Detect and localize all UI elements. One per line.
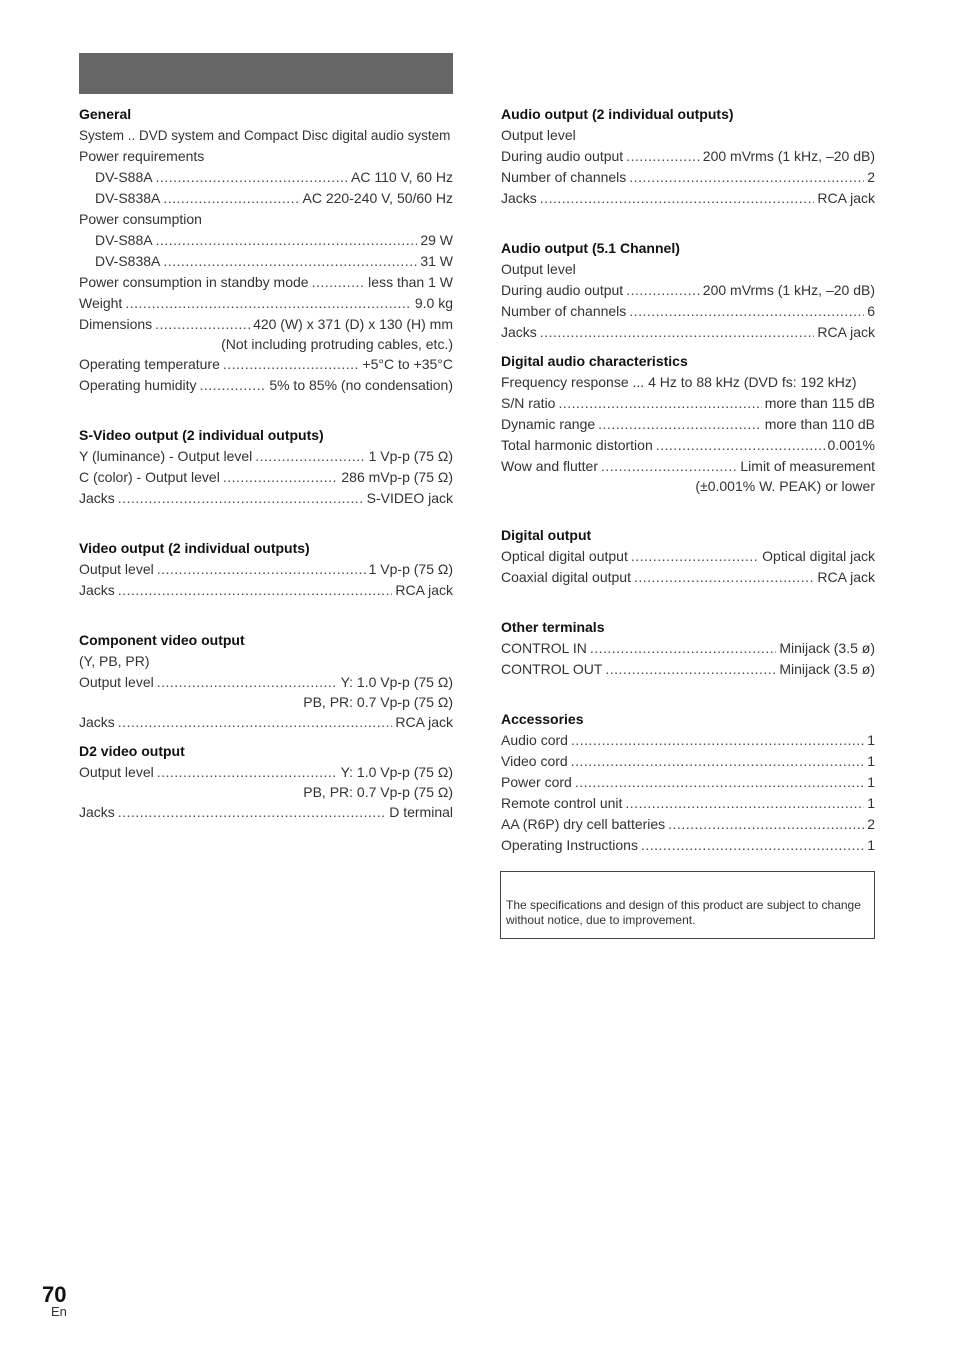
component-section xyxy=(79,630,453,733)
spec-value: AC 110 V, 60 Hz xyxy=(351,169,453,185)
spec-value: Minijack (3.5 ø) xyxy=(779,640,875,656)
spec-value: Minijack (3.5 ø) xyxy=(779,661,875,677)
spec-value: 1 Vp-p (75 Ω) xyxy=(368,448,453,464)
spec-value: 1 xyxy=(867,837,875,853)
spec-value: 2 xyxy=(867,169,875,185)
spec-value: D terminal xyxy=(389,804,453,820)
spec-row xyxy=(501,322,875,343)
spec-key: Operating temperature xyxy=(79,356,220,372)
spec-value: 1 xyxy=(867,753,875,769)
spec-key: DV-S88A xyxy=(95,169,153,185)
section-heading: Audio output (2 individual outputs) xyxy=(501,106,734,122)
section-heading: Accessories xyxy=(501,711,584,727)
spec-row xyxy=(79,446,453,467)
spec-key: Output level xyxy=(79,764,154,780)
spec-key: DV-S838A xyxy=(95,190,161,206)
spec-key: During audio output xyxy=(501,282,624,298)
spec-key: Remote control unit xyxy=(501,795,623,811)
spec-value: 6 xyxy=(867,303,875,319)
spec-row xyxy=(501,730,875,751)
spec-value: less than 1 W xyxy=(368,274,453,290)
section-heading: Audio output (5.1 Channel) xyxy=(501,240,680,256)
spec-key: Optical digital output xyxy=(501,548,628,564)
spec-value: 5% to 85% (no condensation) xyxy=(269,377,453,393)
spec-key: Power consumption in standby mode xyxy=(79,274,309,290)
spec-row xyxy=(501,567,875,588)
spec-value: 286 mVp-p (75 Ω) xyxy=(341,469,453,485)
section-heading: General xyxy=(79,106,132,122)
spec-row xyxy=(79,712,453,733)
spec-value: Optical digital jack xyxy=(762,548,875,564)
spec-row xyxy=(79,762,453,783)
spec-key: Video cord xyxy=(501,753,568,769)
spec-key: Power cord xyxy=(501,774,572,790)
spec-row xyxy=(79,802,453,823)
accessories-section xyxy=(501,709,875,856)
page-number: 70 xyxy=(42,1282,67,1307)
spec-row xyxy=(501,638,875,659)
spec-value: 200 mVrms (1 kHz, –20 dB) xyxy=(702,282,875,298)
spec-value: Y: 1.0 Vp-p (75 Ω) xyxy=(340,764,453,780)
spec-row xyxy=(501,814,875,835)
digital-output-section xyxy=(501,525,875,588)
d2-section xyxy=(79,741,453,823)
spec-key: Jacks xyxy=(79,804,115,820)
spec-value: Y: 1.0 Vp-p (75 Ω) xyxy=(340,674,453,690)
left-column xyxy=(79,104,453,823)
spec-key: Total harmonic distortion xyxy=(501,437,653,453)
spec-row xyxy=(501,280,875,301)
spec-row xyxy=(79,354,453,375)
spec-note: PB, PR: 0.7 Vp-p (75 Ω) xyxy=(303,694,453,710)
spec-key: Jacks xyxy=(79,582,115,598)
spec-row xyxy=(79,251,453,272)
spec-value: Limit of measurement xyxy=(740,458,875,474)
svideo-section xyxy=(79,425,453,509)
section-heading: D2 video output xyxy=(79,743,185,759)
spec-key: Number of channels xyxy=(501,169,627,185)
spec-label: Output level xyxy=(501,261,576,277)
spec-key: Output level xyxy=(79,674,154,690)
spec-value: +5°C to +35°C xyxy=(362,356,453,372)
audio51-section xyxy=(501,238,875,343)
spec-value: 31 W xyxy=(420,253,453,269)
spec-freq: Frequency response ... 4 Hz to 88 kHz (DVD fs: 192 kHz) xyxy=(501,374,857,390)
spec-row xyxy=(501,393,875,414)
spec-key: CONTROL OUT xyxy=(501,661,603,677)
spec-row xyxy=(79,375,453,396)
spec-key: AA (R6P) dry cell batteries xyxy=(501,816,666,832)
spec-value: RCA jack xyxy=(817,190,875,206)
digital-characteristics-section xyxy=(501,351,875,496)
spec-key: Number of channels xyxy=(501,303,627,319)
spec-row xyxy=(79,467,453,488)
spec-key: During audio output xyxy=(501,148,624,164)
spec-value: 200 mVrms (1 kHz, –20 dB) xyxy=(702,148,875,164)
spec-system: System .. DVD system and Compact Disc digital audio system xyxy=(79,128,451,143)
spec-key: DV-S838A xyxy=(95,253,161,269)
section-heading: Video output (2 individual outputs) xyxy=(79,540,310,556)
spec-row xyxy=(501,414,875,435)
spec-key: CONTROL IN xyxy=(501,640,587,656)
spec-key: Dynamic range xyxy=(501,416,596,432)
spec-row xyxy=(501,456,875,477)
spec-key: Operating humidity xyxy=(79,377,197,393)
spec-note: (Not including protruding cables, etc.) xyxy=(221,336,453,352)
spec-key: C (color) - Output level xyxy=(79,469,220,485)
other-terminals-section xyxy=(501,617,875,680)
spec-key: Coaxial digital output xyxy=(501,569,631,585)
spec-value: RCA jack xyxy=(817,569,875,585)
section-heading: Digital output xyxy=(501,527,592,543)
spec-row xyxy=(501,146,875,167)
spec-row xyxy=(501,751,875,772)
spec-row xyxy=(501,167,875,188)
spec-label: Power requirements xyxy=(79,148,205,164)
spec-label: (Y, PB, PR) xyxy=(79,653,150,669)
spec-note: (±0.001% W. PEAK) or lower xyxy=(695,478,875,494)
section-heading: S-Video output (2 individual outputs) xyxy=(79,427,324,443)
spec-key: Jacks xyxy=(501,324,537,340)
video-section xyxy=(79,538,453,601)
spec-key: Jacks xyxy=(79,490,115,506)
general-section xyxy=(79,104,453,396)
spec-value: 1 Vp-p (75 Ω) xyxy=(368,561,453,577)
spec-key: Jacks xyxy=(501,190,537,206)
spec-row xyxy=(79,293,453,314)
notice-box xyxy=(500,871,875,939)
spec-row xyxy=(501,659,875,680)
spec-key: S/N ratio xyxy=(501,395,556,411)
spec-value: RCA jack xyxy=(395,582,453,598)
spec-value: 1 xyxy=(867,774,875,790)
spec-value: AC 220-240 V, 50/60 Hz xyxy=(302,190,453,206)
spec-value: 420 (W) x 371 (D) x 130 (H) mm xyxy=(253,316,453,332)
spec-value: 29 W xyxy=(420,232,453,248)
spec-row xyxy=(79,580,453,601)
notice-text: The specifications and design of this product are subject to change without notice, due to improvement. xyxy=(506,898,861,927)
spec-note: PB, PR: 0.7 Vp-p (75 Ω) xyxy=(303,784,453,800)
language-label: En xyxy=(51,1304,67,1319)
spec-value: RCA jack xyxy=(395,714,453,730)
spec-row xyxy=(501,835,875,856)
spec-key: Output level xyxy=(79,561,154,577)
spec-row xyxy=(79,188,453,209)
spec-row xyxy=(79,167,453,188)
spec-label: Output level xyxy=(501,127,576,143)
spec-row xyxy=(79,672,453,693)
spec-row xyxy=(501,435,875,456)
spec-value: 2 xyxy=(867,816,875,832)
spec-row xyxy=(501,188,875,209)
spec-row xyxy=(501,772,875,793)
spec-label: Power consumption xyxy=(79,211,202,227)
audio2-section xyxy=(501,104,875,209)
spec-row xyxy=(79,230,453,251)
spec-value: 0.001% xyxy=(827,437,875,453)
spec-key: DV-S88A xyxy=(95,232,153,248)
spec-row xyxy=(501,793,875,814)
spec-row xyxy=(501,301,875,322)
right-column xyxy=(501,104,875,856)
spec-value: 1 xyxy=(867,732,875,748)
spec-key: Operating Instructions xyxy=(501,837,638,853)
spec-row xyxy=(79,559,453,580)
spec-value: more than 110 dB xyxy=(764,416,875,432)
spec-row xyxy=(79,272,453,293)
spec-key: Jacks xyxy=(79,714,115,730)
section-heading: Component video output xyxy=(79,632,245,648)
spec-value: 9.0 kg xyxy=(414,295,453,311)
spec-key: Y (luminance) - Output level xyxy=(79,448,253,464)
spec-value: S-VIDEO jack xyxy=(366,490,453,506)
section-header-bar xyxy=(79,53,453,94)
spec-value: RCA jack xyxy=(817,324,875,340)
spec-row xyxy=(79,314,453,335)
spec-key: Audio cord xyxy=(501,732,568,748)
section-heading: Digital audio characteristics xyxy=(501,353,688,369)
spec-row xyxy=(501,546,875,567)
spec-row xyxy=(79,488,453,509)
spec-value: more than 115 dB xyxy=(764,395,875,411)
section-heading: Other terminals xyxy=(501,619,605,635)
spec-key: Dimensions xyxy=(79,316,153,332)
spec-value: 1 xyxy=(867,795,875,811)
spec-key: Wow and flutter xyxy=(501,458,599,474)
spec-key: Weight xyxy=(79,295,123,311)
